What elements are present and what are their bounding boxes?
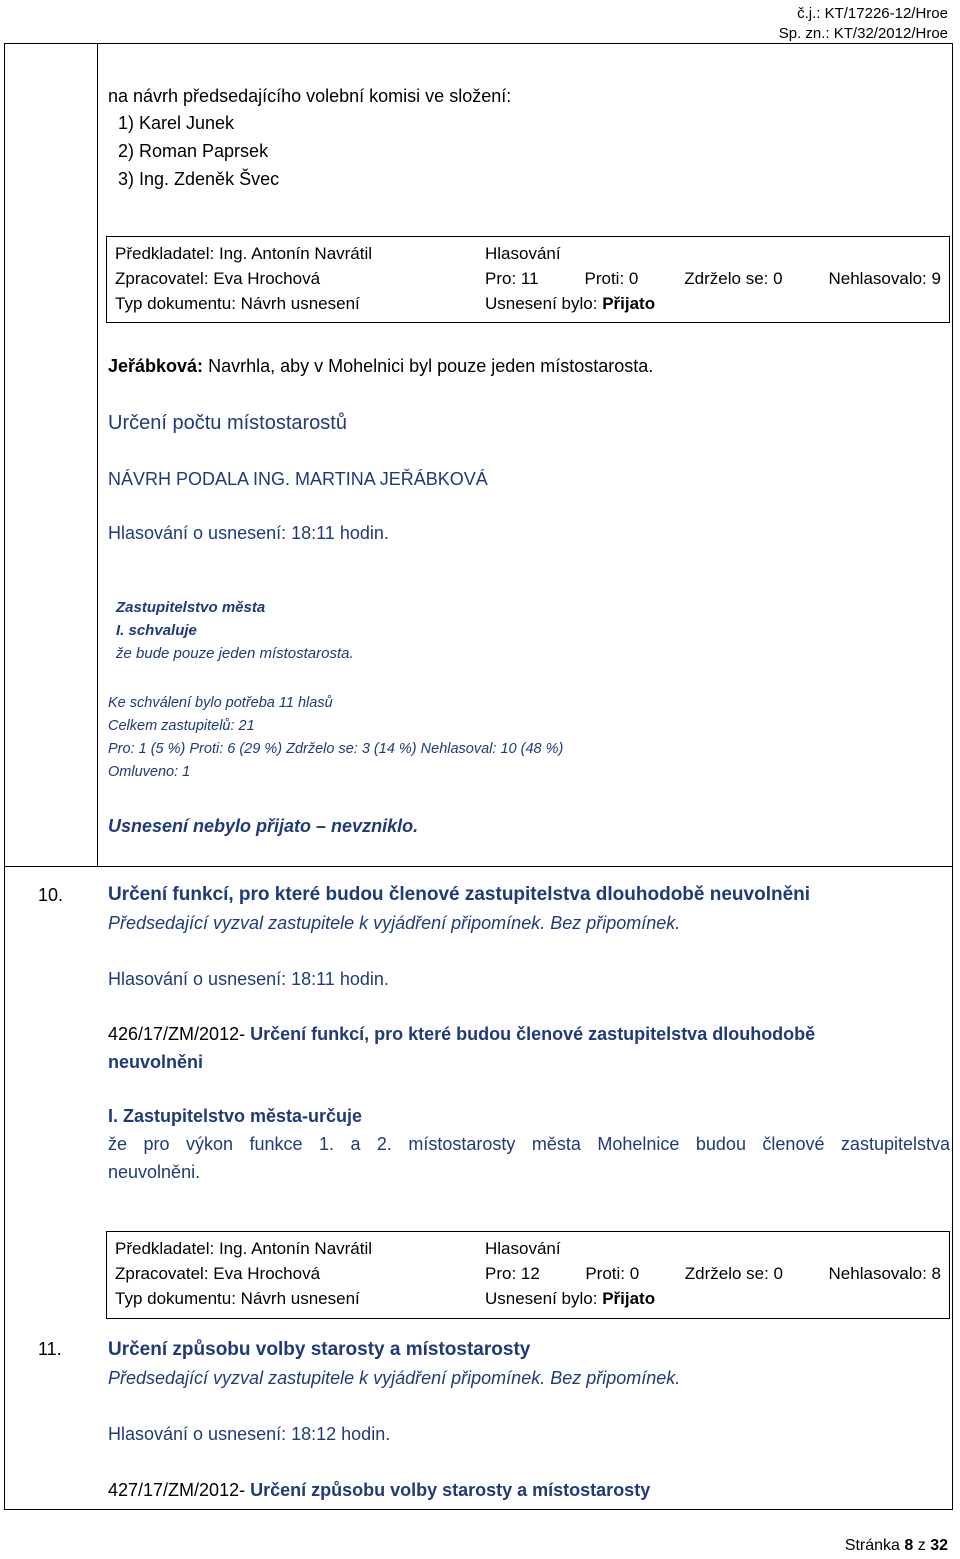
- resolution-title: Určení funkcí, pro které budou členové zastupitelstva dlouhodobě: [245, 1024, 816, 1044]
- member-2: 2) Roman Paprsek: [118, 141, 269, 161]
- resolution-number: 427/17/ZM/2012-: [108, 1480, 246, 1500]
- document-type: Typ dokumentu: Návrh usnesení: [115, 294, 360, 313]
- approves-text: že bude pouze jeden místostarosta.: [116, 645, 354, 662]
- total-members: Celkem zastupitelů: 21: [108, 718, 255, 734]
- resolution-heading: [108, 1023, 815, 1045]
- voting-label: Hlasování: [485, 244, 561, 263]
- submitter: Předkladatel: Ing. Antonín Navrátil: [115, 244, 373, 263]
- vote-time: Hlasování o usnesení: 18:11 hodin.: [108, 523, 389, 543]
- page-separator: z: [913, 1537, 931, 1554]
- determines-text: že pro výkon funkce 1. a 2. místostarosty města Mohelnice budou členové zastupitelstva: [108, 1134, 950, 1154]
- submitter: Předkladatel: Ing. Antonín Navrátil: [115, 1239, 373, 1258]
- page-current: 8: [904, 1537, 914, 1554]
- resolution-status-label: Usnesení bylo:: [485, 294, 598, 313]
- file-mark: Sp. zn.: KT/32/2012/Hroe: [778, 25, 948, 42]
- vote-results: Pro: 1 (5 %) Proti: 6 (29 %) Zdrželo se: 3 (14 %) Nehlasoval: 10 (48 %): [108, 741, 564, 757]
- processor: Zpracovatel: Eva Hrochová: [115, 269, 321, 288]
- votes-needed: Ke schválení bylo potřeba 11 hlasů: [108, 695, 333, 711]
- proposal-text: Navrhla, aby v Mohelnici byl pouze jeden místostarosta.: [203, 356, 654, 376]
- votes-abstained: Zdrželo se: 0: [684, 1264, 783, 1283]
- vote-summary-box: [106, 1231, 950, 1319]
- page-label: Stránka: [844, 1537, 905, 1554]
- intro-text: na návrh předsedajícího volební komisi ve složení:: [108, 86, 512, 106]
- resolution-number: 426/17/ZM/2012-: [108, 1024, 246, 1044]
- chair-note: Předsedající vyzval zastupitele k vyjádření připomínek. Bez připomínek.: [108, 1368, 681, 1388]
- votes-abstained: Zdrželo se: 0: [684, 269, 783, 288]
- resolution-status-label: Usnesení bylo:: [485, 1289, 598, 1308]
- approves-heading: I. schvaluje: [116, 622, 197, 639]
- table-column-divider: [97, 43, 98, 867]
- voting-label: Hlasování: [485, 1239, 561, 1258]
- votes-not-cast: Nehlasovalo: 8: [828, 1264, 941, 1283]
- resolution-heading: [108, 1479, 650, 1501]
- member-3: 3) Ing. Zdeněk Švec: [118, 169, 280, 189]
- votes-not-cast: Nehlasovalo: 9: [828, 269, 941, 288]
- vote-counts: [485, 268, 941, 290]
- resolution-status: [485, 1288, 655, 1310]
- item-title: Určení způsobu volby starosty a místostarosty: [108, 1339, 531, 1360]
- resolution-status-value: Přijato: [602, 1289, 656, 1308]
- page-total: 32: [930, 1537, 948, 1554]
- processor: Zpracovatel: Eva Hrochová: [115, 1264, 321, 1283]
- excused-count: Omluveno: 1: [108, 764, 191, 780]
- member-1: 1) Karel Junek: [118, 113, 235, 133]
- chair-note: Předsedající vyzval zastupitele k vyjádření připomínek. Bez připomínek.: [108, 913, 681, 933]
- council-name: Zastupitelstvo města: [116, 599, 266, 616]
- item-number: 10.: [38, 885, 64, 905]
- determines-heading: I. Zastupitelstvo města-určuje: [108, 1106, 363, 1126]
- determines-text-continued: neuvolněni.: [108, 1162, 201, 1182]
- reference-number: č.j.: KT/17226-12/Hroe: [797, 5, 948, 22]
- page-number: [845, 1536, 948, 1555]
- proposal-line: [108, 355, 653, 377]
- item-number: 11.: [38, 1339, 62, 1359]
- votes-against: Proti: 0: [585, 1264, 640, 1283]
- votes-for: Pro: 11: [485, 269, 539, 288]
- section-title: Určení počtu místostarostů: [108, 412, 347, 434]
- votes-against: Proti: 0: [584, 269, 639, 288]
- proposal-speaker: Jeřábková:: [108, 356, 204, 376]
- vote-counts: [485, 1263, 941, 1285]
- votes-for: Pro: 12: [485, 1264, 540, 1283]
- item-title: Určení funkcí, pro které budou členové zastupitelstva dlouhodobě neuvolněni: [108, 884, 811, 905]
- resolution-status: [485, 293, 655, 315]
- vote-time: Hlasování o usnesení: 18:11 hodin.: [108, 969, 389, 989]
- resolution-title-continued: neuvolněni: [108, 1052, 204, 1072]
- resolution-title: Určení způsobu volby starosty a místostarosty: [245, 1480, 651, 1500]
- vote-outcome: Usnesení nebylo přijato – nevzniklo.: [108, 816, 419, 836]
- vote-time: Hlasování o usnesení: 18:12 hodin.: [108, 1424, 391, 1444]
- vote-summary-box: [106, 236, 950, 323]
- proposer: NÁVRH PODALA ING. MARTINA JEŘÁBKOVÁ: [108, 469, 488, 489]
- resolution-status-value: Přijato: [602, 294, 656, 313]
- table-row-divider: [4, 866, 953, 867]
- document-type: Typ dokumentu: Návrh usnesení: [115, 1289, 360, 1308]
